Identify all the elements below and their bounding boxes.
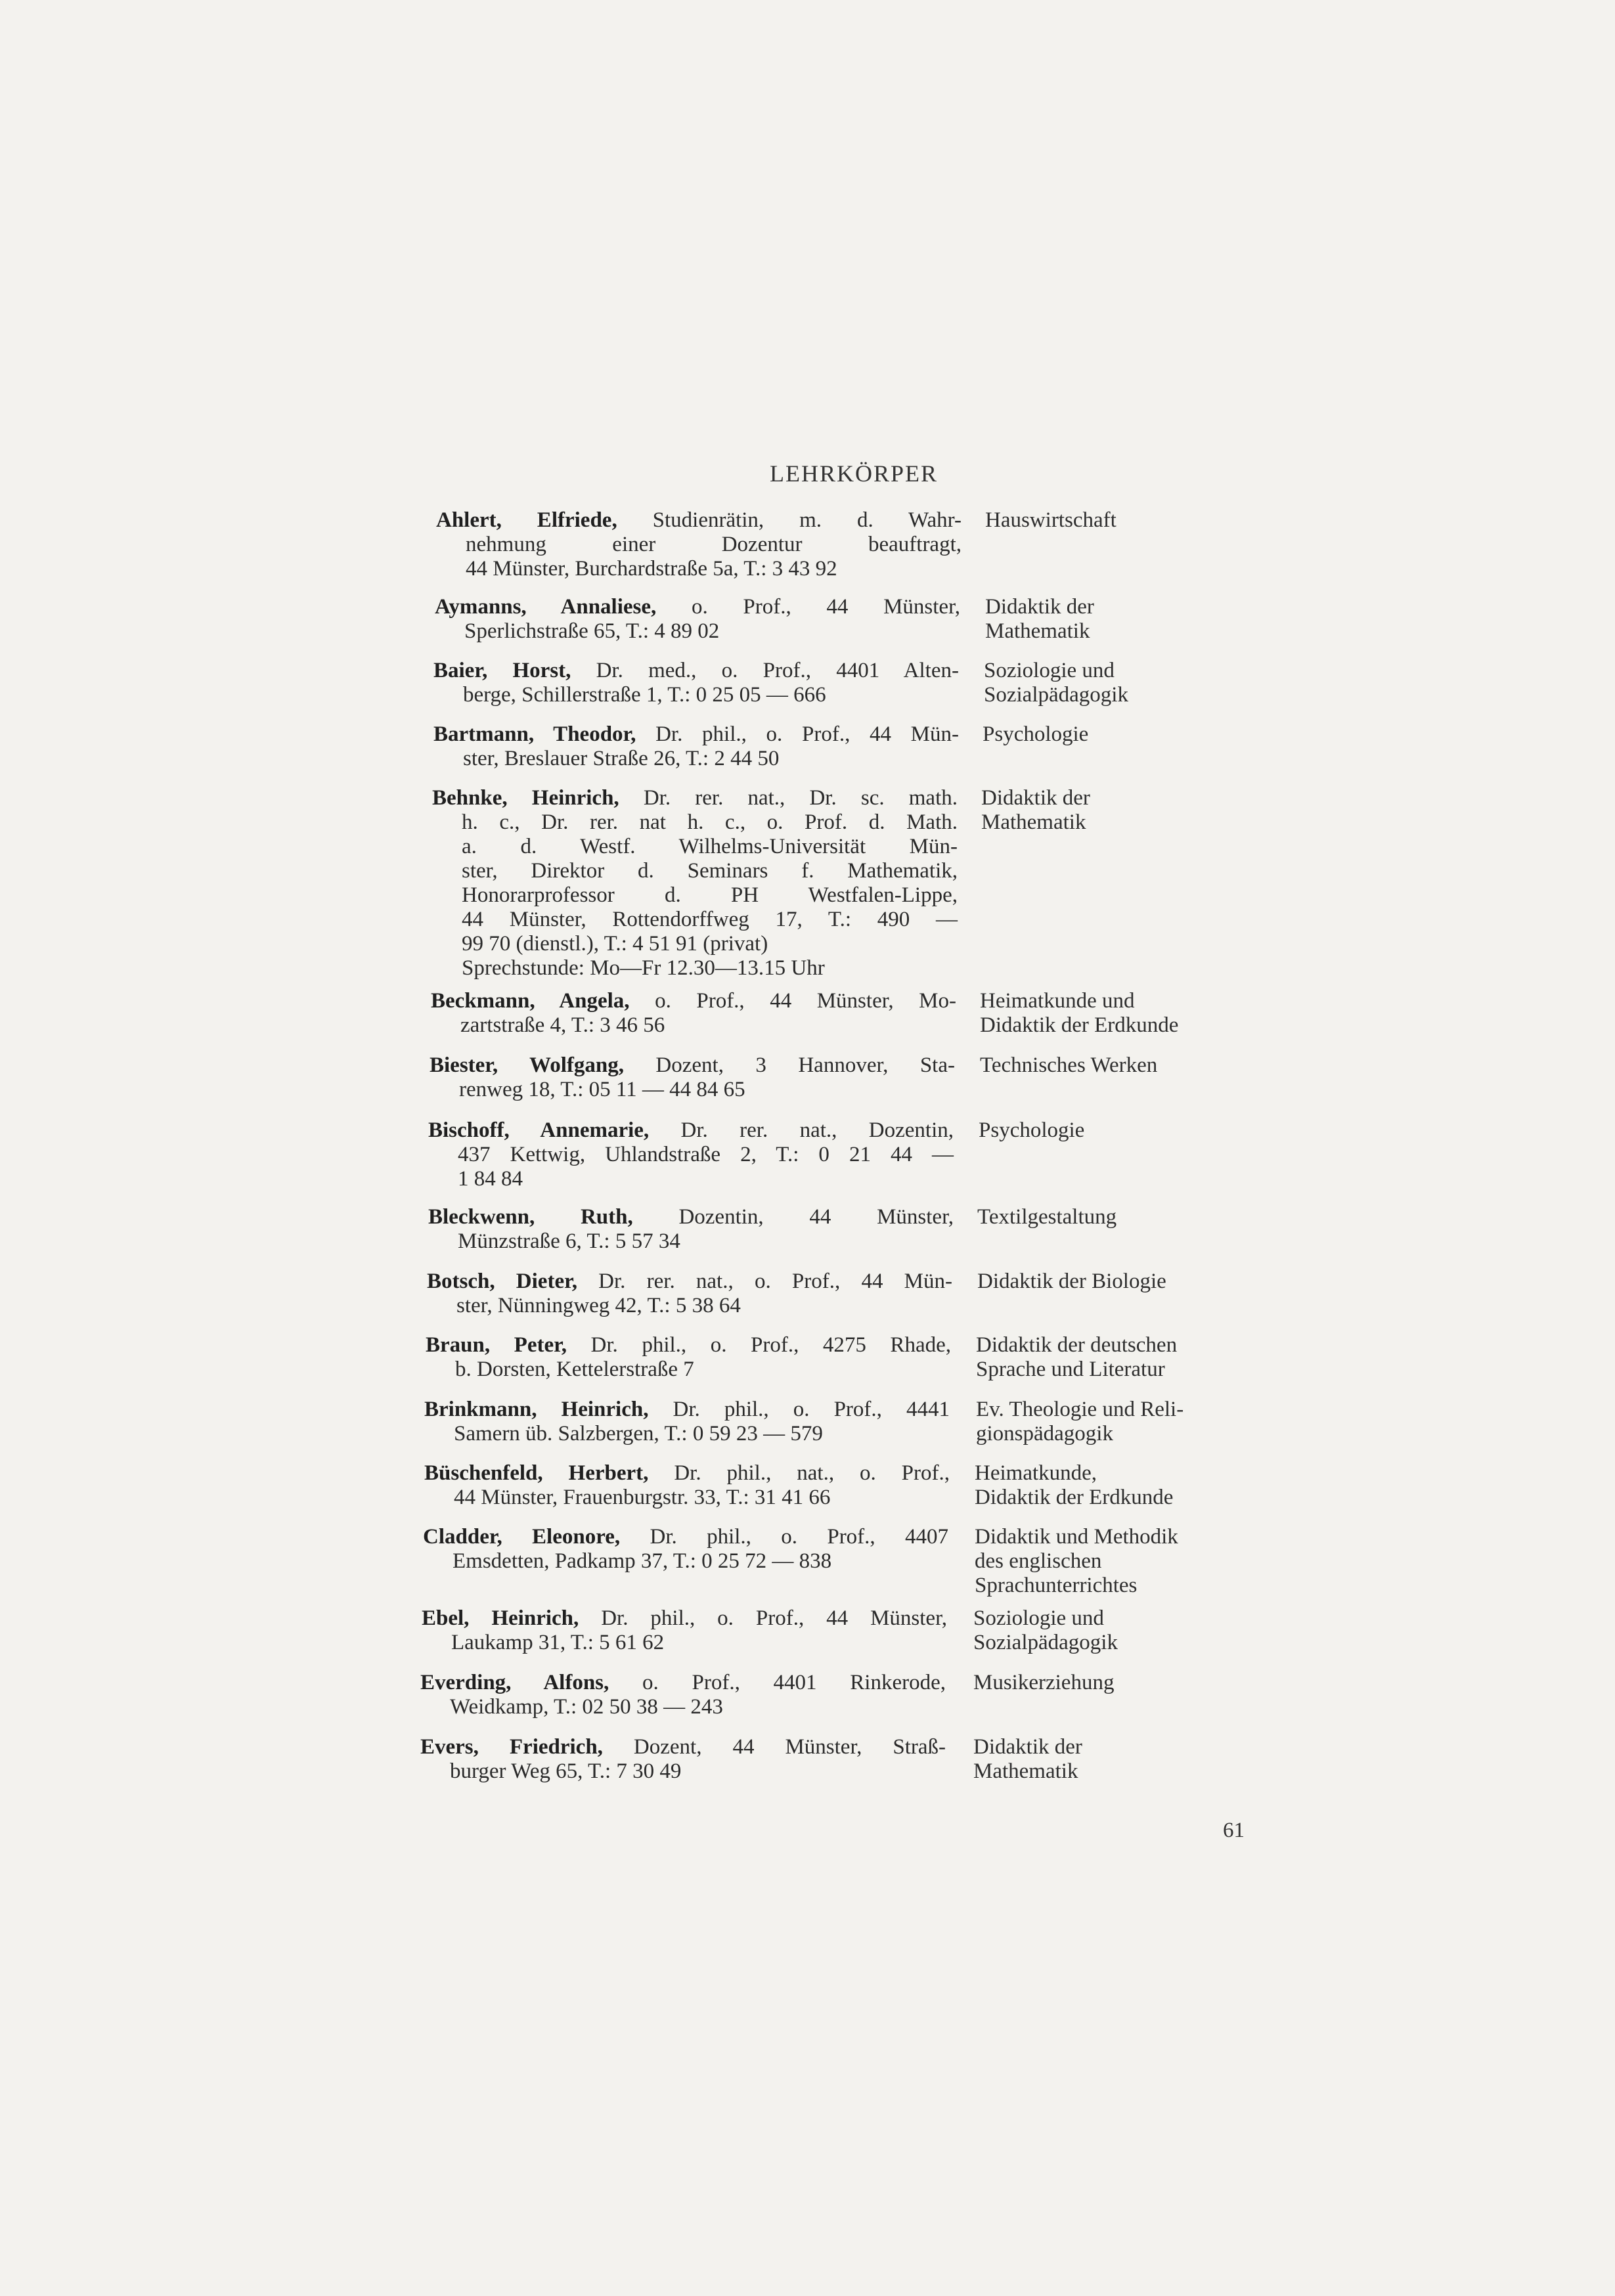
entry-line: b. Dorsten, Kettelerstraße 7 — [455, 1358, 694, 1381]
entry-line — [426, 1333, 951, 1358]
staff-person — [423, 1525, 948, 1574]
entry-line: Weidkamp, T.: 02 50 38 — 243 — [450, 1695, 723, 1719]
entry-line: renweg 18, T.: 05 11 — 44 84 65 — [459, 1078, 745, 1101]
entry-line — [433, 722, 959, 747]
entry-line — [422, 1606, 947, 1631]
staff-subject — [973, 1735, 1275, 1784]
entry-line: Sprechstunde: Mo—Fr 12.30—13.15 Uhr — [462, 956, 825, 980]
staff-name: Cladder, Eleonore, — [423, 1525, 621, 1549]
staff-subject — [983, 722, 1285, 747]
staff-person — [424, 1461, 950, 1510]
subject-line: Sprache und Literatur — [976, 1358, 1165, 1381]
staff-name: Behnke, Heinrich, — [432, 786, 619, 810]
staff-person — [424, 1398, 950, 1446]
staff-details: Dr. phil., o. Prof., 4275 Rhade, — [566, 1333, 951, 1357]
subject-line: Mathematik — [981, 810, 1086, 834]
subject-line: Ev. Theologie und Reli- — [976, 1398, 1184, 1421]
entry-line: berge, Schillerstraße 1, T.: 0 25 05 — 666 — [463, 683, 826, 707]
staff-person — [432, 786, 958, 981]
staff-person — [427, 1269, 952, 1318]
subject-line: Psychologie — [983, 722, 1089, 746]
staff-person — [433, 722, 959, 771]
entry-line: 44 Münster, Rottendorffweg 17, T.: 490 — — [462, 908, 958, 931]
entry-line — [424, 1461, 950, 1486]
entry-line — [424, 1398, 950, 1422]
subject-line: Sozialpädagogik — [984, 683, 1128, 707]
staff-name: Biester, Wolfgang, — [430, 1053, 624, 1077]
staff-subject — [976, 1398, 1278, 1446]
entry-line: 44 Münster, Frauenburgstr. 33, T.: 31 41 66 — [454, 1486, 831, 1509]
staff-name: Ahlert, Elfriede, — [436, 508, 617, 532]
staff-person — [433, 659, 959, 707]
subject-line: des englischen — [975, 1549, 1102, 1573]
staff-details: Dr. med., o. Prof., 4401 Alten- — [571, 659, 959, 682]
entry-line: Münzstraße 6, T.: 5 57 34 — [458, 1229, 680, 1253]
staff-person — [428, 1205, 954, 1254]
subject-line: Mathematik — [973, 1759, 1078, 1783]
subject-line: Textilgestaltung — [977, 1205, 1117, 1229]
staff-name: Botsch, Dieter, — [427, 1269, 577, 1293]
staff-subject — [985, 595, 1287, 644]
staff-details: Dozent, 3 Hannover, Sta- — [623, 1053, 955, 1077]
staff-person — [426, 1333, 951, 1382]
subject-line: Heimatkunde, — [975, 1461, 1097, 1485]
subject-line: Sprachunterrichtes — [975, 1574, 1138, 1597]
subject-line: Mathematik — [985, 619, 1090, 643]
entry-line: 1 84 84 — [458, 1167, 523, 1191]
staff-name: Bischoff, Annemarie, — [428, 1118, 650, 1142]
entry-line: h. c., Dr. rer. nat h. c., o. Prof. d. Math. — [462, 810, 958, 834]
entry-line: ster, Direktor d. Seminars f. Mathematik, — [462, 859, 958, 883]
staff-subject — [975, 1461, 1277, 1510]
subject-line: Heimatkunde und — [980, 989, 1135, 1013]
staff-subject — [977, 1269, 1279, 1294]
entry-line — [420, 1671, 946, 1695]
staff-person — [431, 989, 956, 1038]
entry-line: Emsdetten, Padkamp 37, T.: 0 25 72 — 838 — [453, 1549, 832, 1573]
entry-line — [423, 1525, 948, 1549]
staff-subject — [973, 1671, 1275, 1695]
staff-person — [422, 1606, 947, 1655]
subject-line: Didaktik der Erdkunde — [975, 1486, 1174, 1509]
entry-line: Honorarprofessor d. PH Westfalen-Lippe, — [462, 883, 958, 907]
entry-line: 99 70 (dienstl.), T.: 4 51 91 (privat) — [462, 932, 768, 956]
staff-details: o. Prof., 4401 Rinkerode, — [609, 1671, 946, 1694]
staff-person — [436, 508, 962, 581]
subject-line: Didaktik der — [985, 595, 1094, 619]
staff-name: Beckmann, Angela, — [431, 989, 630, 1013]
entry-line — [436, 508, 962, 533]
subject-line: Soziologie und — [984, 659, 1115, 682]
staff-subject — [973, 1606, 1275, 1655]
staff-details: o. Prof., 44 Münster, — [656, 595, 960, 619]
staff-person — [420, 1735, 946, 1784]
subject-line: gionspädagogik — [976, 1422, 1113, 1446]
staff-name: Bleckwenn, Ruth, — [428, 1205, 633, 1229]
staff-person — [420, 1671, 946, 1719]
staff-details: Dr. phil., nat., o. Prof., — [648, 1461, 950, 1485]
entry-line — [433, 659, 959, 683]
staff-details: Dr. phil., o. Prof., 44 Mün- — [636, 722, 960, 746]
subject-line: Didaktik der deutschen — [976, 1333, 1178, 1357]
staff-name: Everding, Alfons, — [420, 1671, 609, 1694]
staff-name: Ebel, Heinrich, — [422, 1606, 579, 1630]
entry-line: Sperlichstraße 65, T.: 4 89 02 — [464, 619, 720, 643]
entry-line: ster, Breslauer Straße 26, T.: 2 44 50 — [463, 747, 780, 770]
staff-details: Dr. phil., o. Prof., 4407 — [620, 1525, 948, 1549]
entry-line: Laukamp 31, T.: 5 61 62 — [451, 1631, 665, 1654]
entry-line: 437 Kettwig, Uhlandstraße 2, T.: 0 21 44 — — [458, 1143, 954, 1166]
subject-line: Soziologie und — [973, 1606, 1104, 1630]
subject-line: Didaktik der Biologie — [977, 1269, 1166, 1293]
entry-line — [420, 1735, 946, 1759]
subject-line: Didaktik der — [973, 1735, 1082, 1759]
staff-subject — [979, 1118, 1281, 1143]
entry-line: Samern üb. Salzbergen, T.: 0 59 23 — 579 — [454, 1422, 823, 1446]
subject-line: Sozialpädagogik — [973, 1631, 1118, 1654]
staff-person — [428, 1118, 954, 1191]
staff-details: Dozent, 44 Münster, Straß- — [602, 1735, 946, 1759]
staff-details: Dr. rer. nat., Dr. sc. math. — [619, 786, 958, 810]
entry-line — [428, 1205, 954, 1229]
entry-line: ster, Nünningweg 42, T.: 5 38 64 — [456, 1294, 741, 1317]
subject-line: Psychologie — [979, 1118, 1085, 1142]
staff-name: Evers, Friedrich, — [420, 1735, 603, 1759]
staff-details: Dr. phil., o. Prof., 4441 — [648, 1398, 950, 1421]
subject-line: Hauswirtschaft — [985, 508, 1117, 532]
staff-subject — [977, 1205, 1279, 1229]
entry-line: a. d. Westf. Wilhelms-Universität Mün- — [462, 835, 958, 858]
entry-line: burger Weg 65, T.: 7 30 49 — [450, 1759, 682, 1783]
entry-line — [432, 786, 958, 810]
staff-person — [430, 1053, 955, 1102]
staff-name: Aymanns, Annaliese, — [435, 595, 657, 619]
entry-line — [430, 1053, 955, 1078]
staff-name: Brinkmann, Heinrich, — [424, 1398, 649, 1421]
page-number: 61 — [1223, 1819, 1245, 1842]
subject-line: Didaktik und Methodik — [975, 1525, 1178, 1549]
staff-subject — [980, 1053, 1282, 1078]
entry-line: 44 Münster, Burchardstraße 5a, T.: 3 43 92 — [466, 557, 837, 581]
staff-name: Baier, Horst, — [433, 659, 571, 682]
page-heading: LEHRKÖRPER — [769, 460, 939, 487]
staff-subject — [976, 1333, 1278, 1382]
entry-line: zartstraße 4, T.: 3 46 56 — [460, 1013, 665, 1037]
entry-line — [428, 1118, 954, 1143]
subject-line: Didaktik der Erdkunde — [980, 1013, 1179, 1037]
staff-subject — [981, 786, 1283, 835]
entry-line — [427, 1269, 952, 1294]
staff-details: Studienrätin, m. d. Wahr- — [617, 508, 962, 532]
staff-subject — [975, 1525, 1277, 1598]
subject-line: Musikerziehung — [973, 1671, 1115, 1694]
subject-line: Technisches Werken — [980, 1053, 1158, 1077]
entry-line: nehmung einer Dozentur beauftragt, — [466, 533, 962, 556]
staff-subject — [980, 989, 1282, 1038]
staff-person — [435, 595, 960, 644]
staff-details: Dozentin, 44 Münster, — [632, 1205, 954, 1229]
staff-name: Büschenfeld, Herbert, — [424, 1461, 649, 1485]
staff-details: Dr. rer. nat., Dozentin, — [649, 1118, 954, 1142]
staff-details: o. Prof., 44 Münster, Mo- — [629, 989, 956, 1013]
entry-line — [431, 989, 956, 1013]
entry-line — [435, 595, 960, 619]
staff-details: Dr. phil., o. Prof., 44 Münster, — [579, 1606, 947, 1630]
staff-subject — [984, 659, 1286, 707]
staff-details: Dr. rer. nat., o. Prof., 44 Mün- — [577, 1269, 952, 1293]
staff-subject — [985, 508, 1287, 533]
subject-line: Didaktik der — [981, 786, 1090, 810]
staff-name: Braun, Peter, — [426, 1333, 567, 1357]
staff-name: Bartmann, Theodor, — [433, 722, 636, 746]
